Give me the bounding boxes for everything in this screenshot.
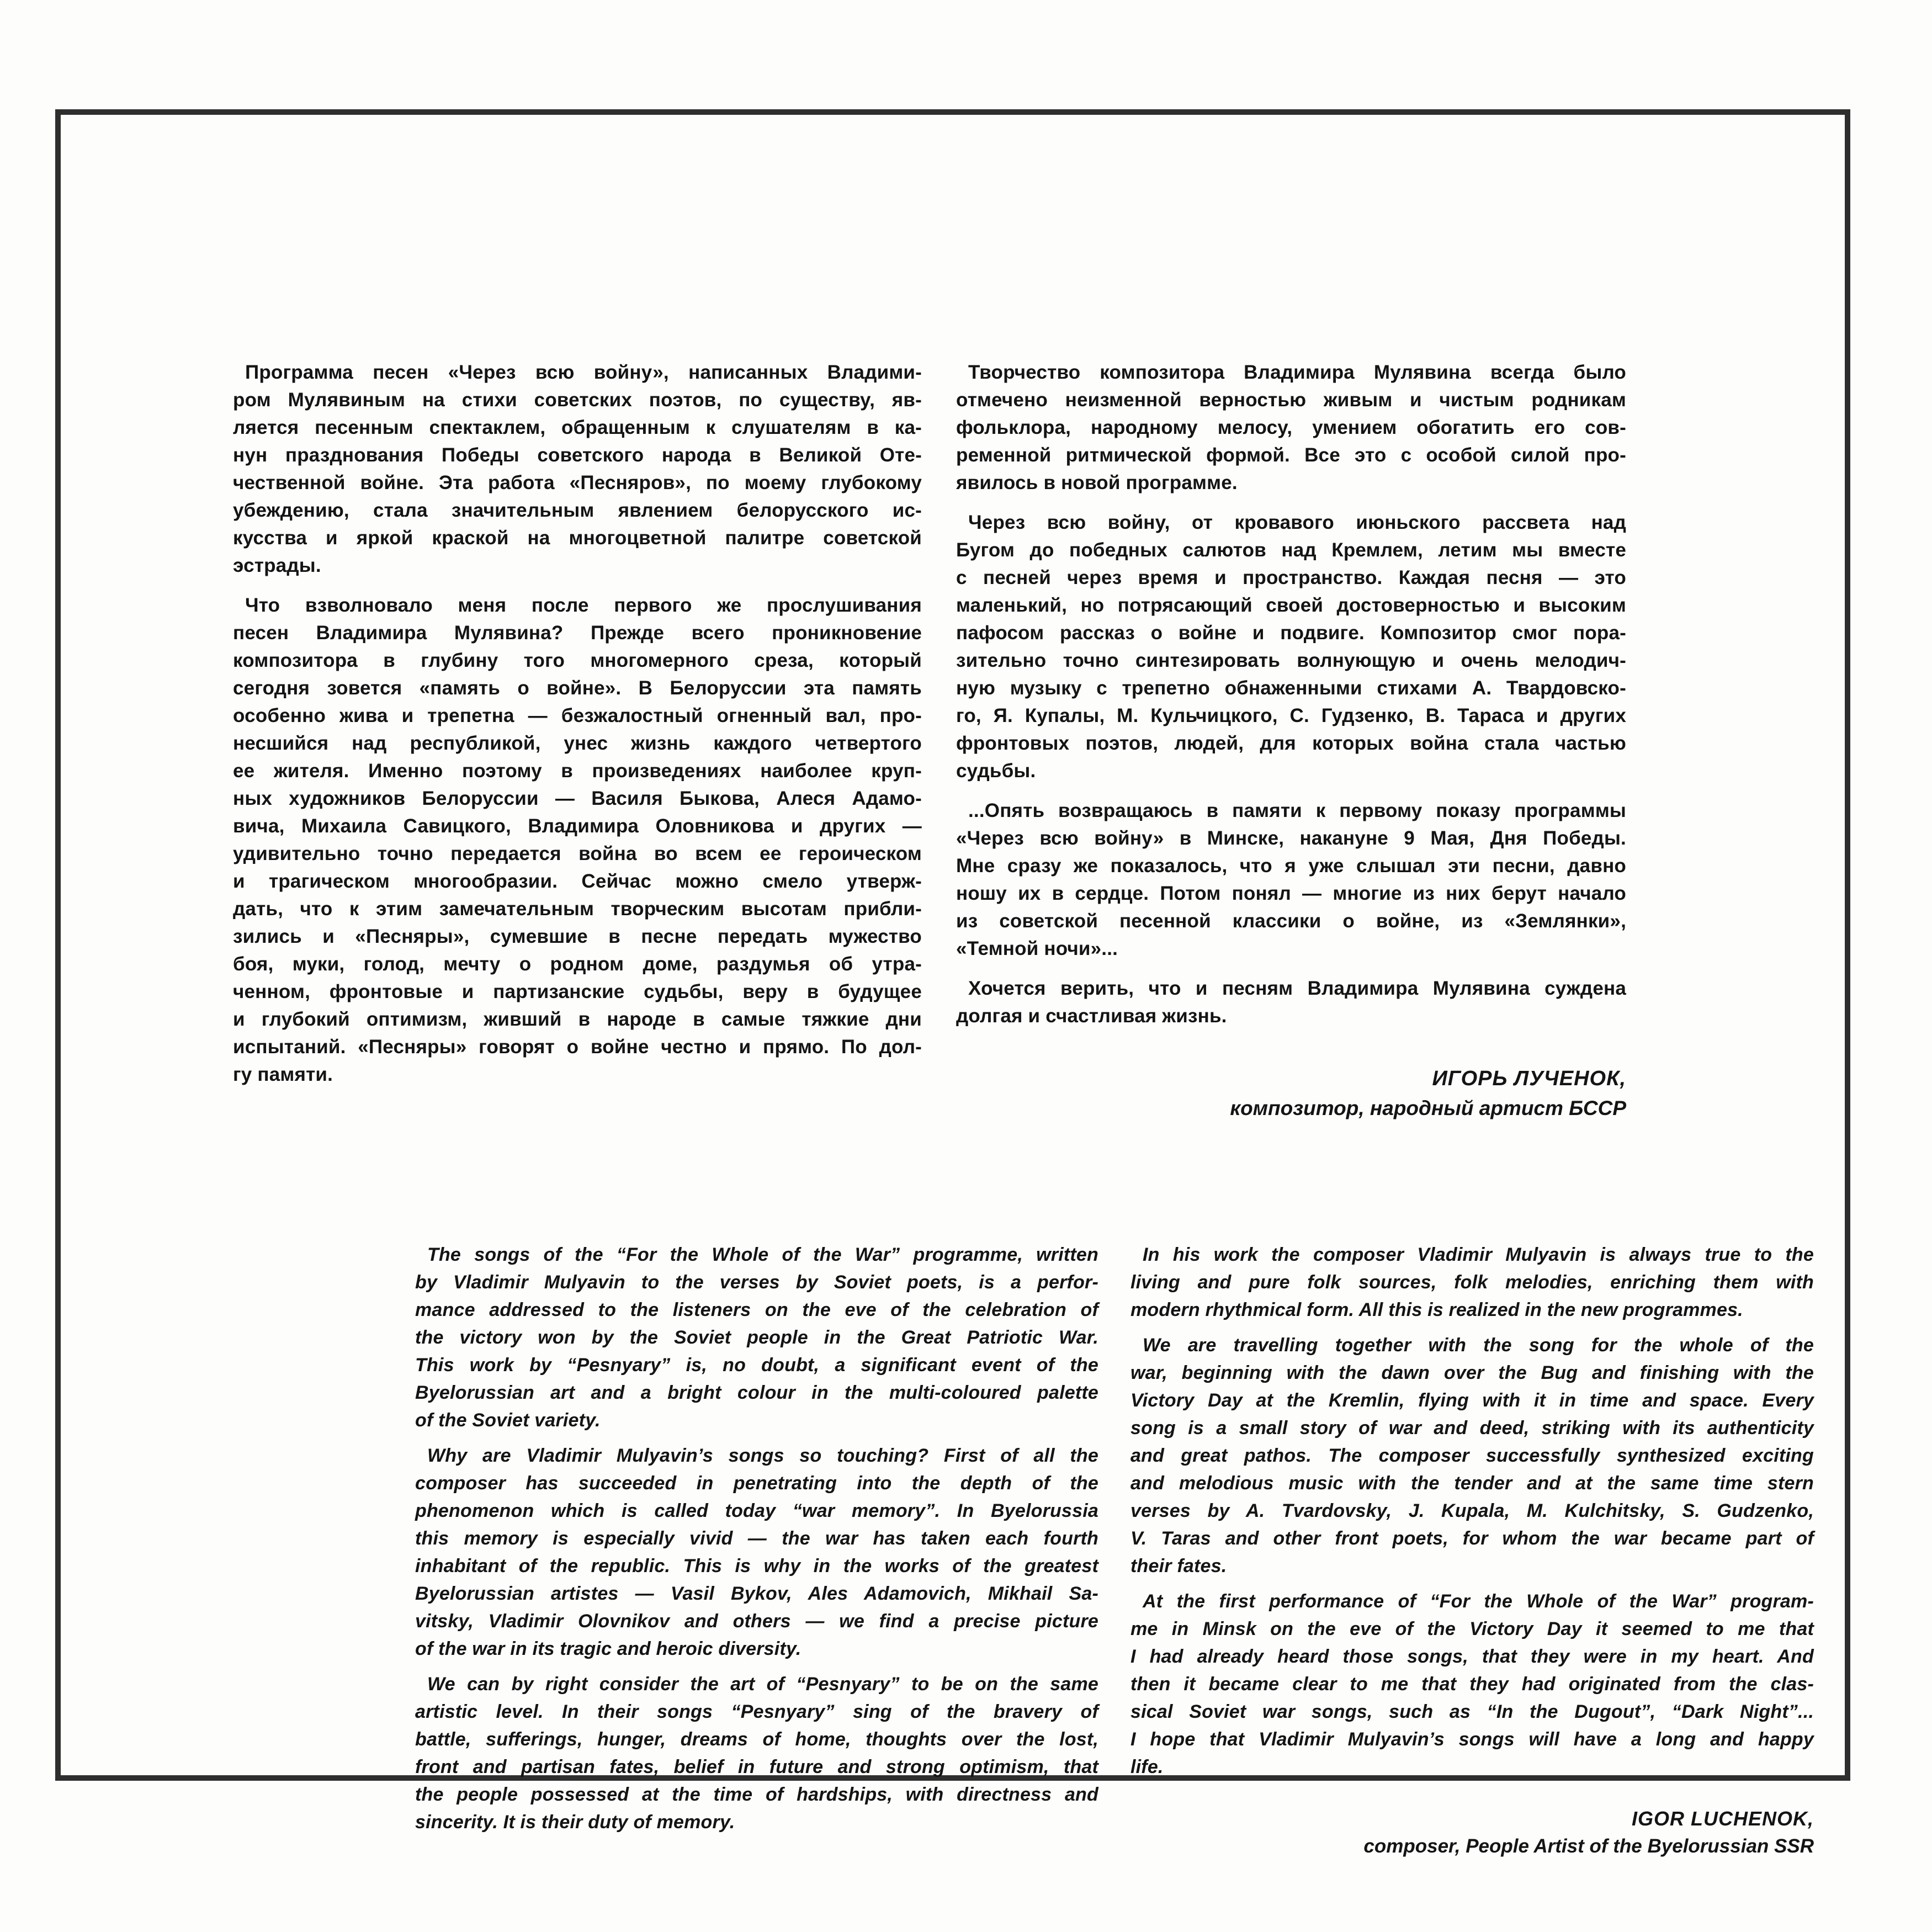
text-line: by Vladimir Mulyavin to the verses by Soviet poets, is a perfor- [415, 1272, 1098, 1293]
text-line: This work by “Pesnyary” is, no doubt, a significant event of the [415, 1355, 1098, 1376]
text-line: композитора в глубину того многомерного среза, который [233, 650, 922, 671]
text-line: I had already heard those songs, that they were in my heart. And [1130, 1646, 1814, 1667]
text-line: и глубокий оптимизм, живший в народе в самые тяжкие дни [233, 1009, 922, 1030]
text-line: Why are Vladimir Mulyavin’s songs so touching? First of all the [427, 1445, 1098, 1466]
text-line: с песней через время и пространство. Каждая песня — это [956, 567, 1626, 588]
text-line: Программа песен «Через всю войну», написанных Владими- [245, 362, 922, 383]
text-line: несшийся над республикой, унес жизнь каждого четвертого [233, 733, 922, 754]
text-line: and melodious music with the tender and at the same time stern [1130, 1473, 1814, 1494]
text-line: явилось в новой программе. [956, 472, 1238, 493]
text-line: «Через всю войну» в Минске, накануне 9 Мая, Дня Победы. [956, 827, 1626, 849]
paragraph [1130, 1331, 1814, 1580]
text-line: ременной ритмической формой. Все это с особой силой про- [956, 444, 1626, 466]
text-line: battle, sufferings, hunger, dreams of home, thoughts over the lost, [415, 1729, 1098, 1750]
text-line: «Темной ночи»... [956, 938, 1118, 959]
text-line: ношу их в сердце. Потом понял — многие из них берут начало [956, 883, 1626, 904]
text-line: Через всю войну, от кровавого июньского рассвета над [968, 512, 1626, 533]
text-line: living and pure folk sources, folk melodies, enriching them with [1130, 1272, 1814, 1293]
paragraph [1130, 1241, 1814, 1324]
text-line: судьбы. [956, 760, 1036, 782]
english-right-column [1130, 1241, 1814, 1860]
text-line: Бугом до победных салютов над Кремлем, летим мы вместе [956, 539, 1626, 561]
text-line: song is a small story of war and deed, striking with its authenticity [1130, 1418, 1814, 1439]
text-line: зительно точно синтезировать волнующую и очень мелодич- [956, 650, 1626, 671]
text-line: their fates. [1130, 1556, 1227, 1577]
text-line: In his work the composer Vladimir Mulyavin is always true to the [1143, 1244, 1814, 1265]
english-signature [1130, 1805, 1814, 1860]
paragraph [233, 592, 922, 1089]
paragraph [415, 1241, 1098, 1434]
text-line: composer has succeeded in penetrating into the depth of the [415, 1473, 1098, 1494]
text-line: ...Опять возвращаюсь в памяти к первому показу программы [968, 800, 1626, 821]
text-line: and great pathos. The composer successfully synthesized exciting [1130, 1445, 1814, 1466]
text-line: this memory is especially vivid — the war has taken each fourth [415, 1528, 1098, 1549]
text-line: front and partisan fates, belief in future and strong optimism, that [415, 1756, 1098, 1777]
text-line: life. [1130, 1756, 1164, 1777]
text-line: Byelorussian art and a bright colour in the multi-coloured palette [415, 1382, 1098, 1403]
english-signature-name: IGOR LUCHENOK, [1631, 1807, 1814, 1830]
paragraph [956, 509, 1626, 785]
russian-left-column [233, 359, 922, 1101]
russian-signature-name: ИГОРЬ ЛУЧЕНОК, [1432, 1067, 1626, 1090]
text-line: We can by right consider the art of “Pesnyary” to be on the same [427, 1674, 1098, 1695]
text-line: песен Владимира Мулявина? Прежде всего проникновение [233, 622, 922, 644]
text-line: ченном, фронтовые и партизанские судьбы, веру в будущее [233, 981, 922, 1002]
text-line: phenomenon which is called today “war memory”. In Byelorussia [415, 1500, 1098, 1521]
text-line: of the war in its tragic and heroic diversity. [415, 1638, 802, 1659]
text-line: Хочется верить, что и песням Владимира Мулявина суждена [968, 978, 1626, 999]
english-signature-title: composer, People Artist of the Byelorussian SSR [1363, 1835, 1814, 1857]
text-line: ром Мулявиным на стихи советских поэтов, по существу, яв- [233, 389, 922, 411]
text-line: чественной войне. Эта работа «Песняров», по моему глубокому [233, 472, 922, 493]
text-line: вича, Михаила Савицкого, Владимира Оловникова и других — [233, 815, 922, 837]
text-line: боя, муки, голод, мечту о родном доме, раздумья об утра- [233, 953, 922, 975]
text-line: маленький, но потрясающий своей достоверностью и высоким [956, 595, 1626, 616]
text-line: фольклора, народному мелосу, умением обогатить его сов- [956, 417, 1626, 438]
text-line: me in Minsk on the eve of the Victory Day it seemed to me that [1130, 1618, 1814, 1639]
text-line: Что взволновало меня после первого же прослушивания [245, 595, 922, 616]
text-line: долгая и счастливая жизнь. [956, 1005, 1227, 1027]
paragraph [956, 797, 1626, 963]
text-line: war, beginning with the dawn over the Bug and finishing with the [1130, 1362, 1814, 1383]
text-line: inhabitant of the republic. This is why in the works of the greatest [415, 1556, 1098, 1577]
text-line: V. Taras and other front poets, for whom the war became part of [1130, 1528, 1814, 1549]
text-line: ную музыку с трепетно обнаженными стихами А. Твардовско- [956, 677, 1626, 699]
paragraph [233, 359, 922, 580]
text-line: из советской песенной классики о войне, из «Землянки», [956, 910, 1626, 932]
text-line: Мне сразу же показалось, что я уже слышал эти песни, давно [956, 855, 1626, 877]
text-line: убеждению, стала значительным явлением белорусского ис- [233, 500, 922, 521]
text-line: The songs of the “For the Whole of the War” programme, written [427, 1244, 1098, 1265]
text-line: verses by A. Tvardovsky, J. Kupala, M. Kulchitsky, S. Gudzenko, [1130, 1500, 1814, 1521]
text-line: испытаний. «Песняры» говорят о войне честно и прямо. По дол- [233, 1036, 922, 1058]
text-line: дать, что к этим замечательным творческим высотам прибли- [233, 898, 922, 920]
text-line: го, Я. Купалы, М. Кульчицкого, С. Гудзенко, В. Тараса и других [956, 705, 1626, 726]
paragraph [956, 975, 1626, 1030]
text-line: the people possessed at the time of hardships, with directness and [415, 1784, 1098, 1805]
text-line: vitsky, Vladimir Olovnikov and others — we find a precise picture [415, 1611, 1098, 1632]
russian-signature [956, 1064, 1626, 1123]
text-line: sincerity. It is their duty of memory. [415, 1812, 735, 1833]
text-line: artistic level. In their songs “Pesnyary” sing of the bravery of [415, 1701, 1098, 1722]
text-line: mance addressed to the listeners on the eve of the celebration of [415, 1299, 1098, 1320]
text-line: и трагическом многообразии. Сейчас можно смело утверж- [233, 871, 922, 892]
text-line: ляется песенным спектаклем, обращенным к слушателям в ка- [233, 417, 922, 438]
paragraph [415, 1442, 1098, 1663]
text-line: of the Soviet variety. [415, 1410, 601, 1431]
russian-right-column [956, 359, 1626, 1123]
text-line: ее жителя. Именно поэтому в произведениях наиболее круп- [233, 760, 922, 782]
text-line: нун празднования Победы советского народа в Великой Оте- [233, 444, 922, 466]
text-line: особенно жива и трепетна — безжалостный огненный вал, про- [233, 705, 922, 726]
text-line: Творчество композитора Владимира Мулявина всегда было [968, 362, 1626, 383]
text-line: ных художников Белоруссии — Василя Быкова, Алеся Адамо- [233, 788, 922, 809]
page-border-frame [55, 109, 1850, 1857]
english-left-column [415, 1241, 1098, 1844]
text-line: фронтовых поэтов, людей, для которых война стала частью [956, 733, 1626, 754]
text-line: кусства и яркой краской на многоцветной палитре советской [233, 527, 922, 549]
text-line: гу памяти. [233, 1064, 333, 1085]
text-line: At the first performance of “For the Whole of the War” program- [1143, 1591, 1814, 1612]
text-line: сегодня зовется «память о войне». В Белоруссии эта память [233, 677, 922, 699]
text-line: I hope that Vladimir Mulyavin’s songs will have a long and happy [1130, 1729, 1814, 1750]
text-line: эстрады. [233, 555, 321, 576]
paragraph [1130, 1588, 1814, 1781]
text-line: We are travelling together with the song for the whole of the [1143, 1335, 1814, 1356]
text-line: Byelorussian artistes — Vasil Bykov, Ales Adamovich, Mikhail Sa- [415, 1583, 1098, 1604]
text-line: modern rhythmical form. All this is realized in the new programmes. [1130, 1299, 1743, 1320]
paragraph [956, 359, 1626, 497]
russian-signature-title: композитор, народный артист БССР [1230, 1097, 1626, 1119]
text-line: then it became clear to me that they had originated from the clas- [1130, 1674, 1814, 1695]
text-line: зились и «Песняры», сумевшие в песне передать мужество [233, 926, 922, 947]
text-line: пафосом рассказ о войне и подвиге. Композитор смог пора- [956, 622, 1626, 644]
text-line: the victory won by the Soviet people in the Great Patriotic War. [415, 1327, 1098, 1348]
text-line: удивительно точно передается война во всем ее героическом [233, 843, 922, 864]
paragraph [415, 1670, 1098, 1836]
text-line: sical Soviet war songs, such as “In the Dugout”, “Dark Night”... [1130, 1701, 1814, 1722]
text-line: отмечено неизменной верностью живым и чистым родникам [956, 389, 1626, 411]
text-line: Victory Day at the Kremlin, flying with it in time and space. Every [1130, 1390, 1814, 1411]
